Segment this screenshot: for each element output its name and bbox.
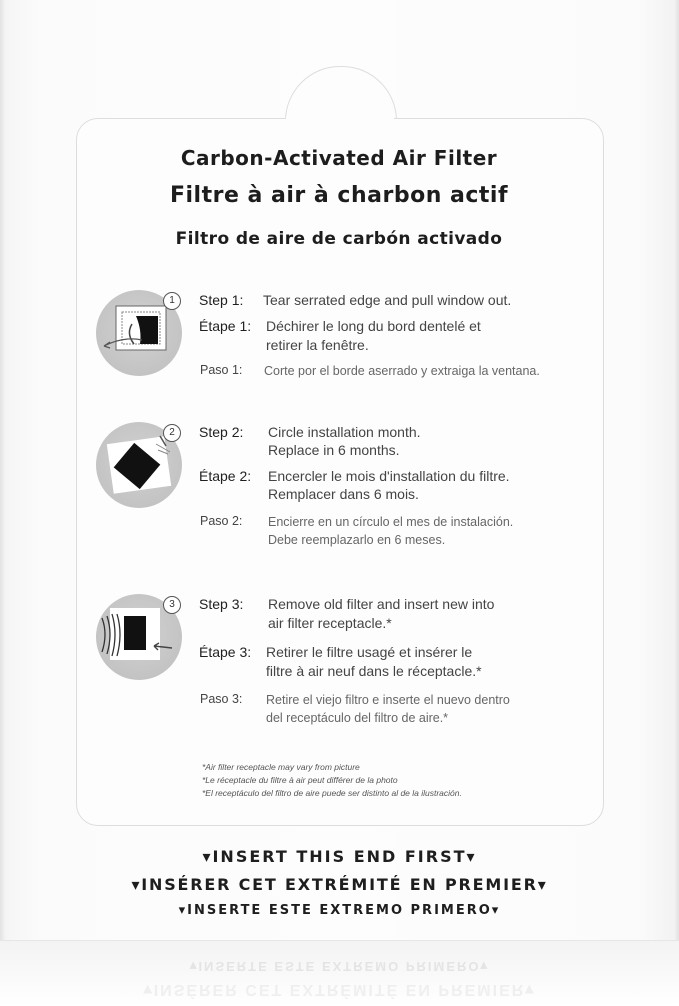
footnote-spanish: *El receptáculo del filtro de aire puede ser distinto al de la ilustración. [202,788,462,798]
step-2-es-text-2: Debe reemplazarlo en 6 meses. [268,533,446,547]
step-3-number: 3 [163,596,181,614]
title-french: Filtre à air à charbon actif [169,183,509,208]
step-1-fr-text-1: Déchirer le long du bord dentelé et [266,318,481,334]
footnote-french: *Le réceptacle du filtre à air peut différer de la photo [202,775,398,785]
box-left-edge [0,0,6,940]
step-3-fr-text-1: Retirer le filtre usagé et insérer le [266,644,473,660]
step-2-fr-text-2: Remplacer dans 6 mois. [268,486,419,502]
reflection-insert-french: ▾INSÉRER CET EXTRÉMITÉ EN PREMIER▾ [143,981,536,998]
step-3-es-text-2: del receptáculo del filtro de aire.* [266,711,449,725]
step-3-en-label: Step 3: [199,596,244,612]
step-1-en-text: Tear serrated edge and pull window out. [263,292,512,308]
step-3-en-text-2: air filter receptacle.* [268,615,392,631]
step-2-es-label: Paso 2: [200,514,243,528]
step-2-number: 2 [163,424,181,442]
step-2-es-text-1: Encierre en un círculo el mes de instalación. [268,515,514,529]
reflection-insert-spanish: ▾INSERTE ESTE EXTREMO PRIMERO▾ [189,959,490,974]
title-spanish: Filtro de aire de carbón activado [175,229,503,249]
footnote-english: *Air filter receptacle may vary from picture [202,762,360,772]
step-2-en-text-2: Replace in 6 months. [268,442,400,458]
step-1-number: 1 [163,292,181,310]
insert-end-english: ▾INSERT THIS END FIRST▾ [202,847,477,866]
step-3-es-text-1: Retire el viejo filtro e inserte el nuevo dentro [266,693,510,707]
step-1-es-text: Corte por el borde aserrado y extraiga la ventana. [264,364,540,378]
step-2-en-text-1: Circle installation month. [268,424,421,440]
box-right-edge [673,0,679,940]
tab-joint [286,116,394,122]
step-1-fr-text-2: retirer la fenêtre. [266,337,369,353]
step-3-fr-text-2: filtre à air neuf dans le réceptacle.* [266,663,482,679]
title-english: Carbon-Activated Air Filter [180,146,498,170]
step-3-en-text-1: Remove old filter and insert new into [268,596,495,612]
step-2-en-label: Step 2: [199,424,244,440]
step-2-fr-label: Étape 2: [199,468,252,484]
step-3-fr-label: Étape 3: [199,644,252,660]
step-1-es-label: Paso 1: [200,363,243,377]
step-1-en-label: Step 1: [199,292,244,308]
step-1-fr-label: Étape 1: [199,318,252,334]
insert-end-french: ▾INSÉRER CET EXTRÉMITÉ EN PREMIER▾ [131,875,548,894]
insert-end-spanish: ▾INSERTE ESTE EXTREMO PRIMERO▾ [178,903,501,918]
step-3-es-label: Paso 3: [200,692,243,706]
step-2-fr-text-1: Encercler le mois d'installation du filtre. [268,468,510,484]
